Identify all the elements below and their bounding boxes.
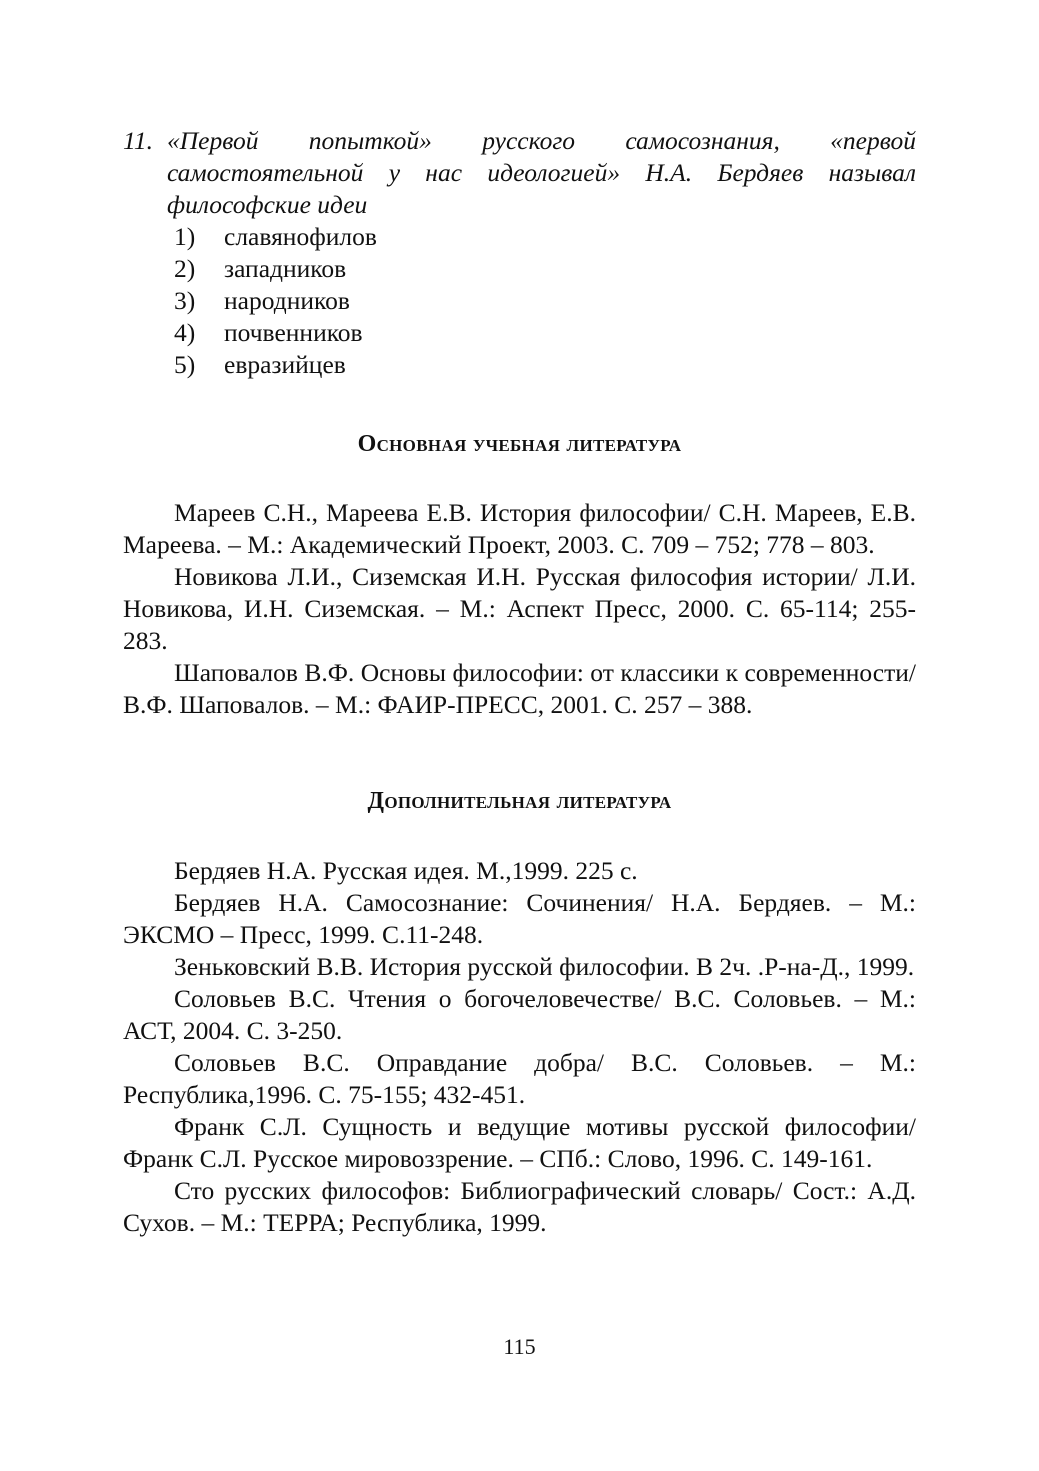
main-literature-heading: Основная учебная литература <box>357 431 682 457</box>
reference-item: Шаповалов В.Ф. Основы философии: от классики к современности/ В.Ф. Шаповалов. – М.: ФАИР-ПРЕСС, 2001. С. 257 – 388. <box>123 658 916 719</box>
reference-item: Сто русских философов: Библиографический словарь/ Сост.: А.Д. Сухов. – М.: ТЕРРА; Республика, 1999. <box>123 1176 916 1237</box>
answer-option <box>174 285 916 317</box>
option-text: народников <box>224 286 350 315</box>
question-text: «Первой попыткой» русского самосознания, «первой самостоятельной у нас идеологией» Н.А. Бердяев называл философские идеи <box>167 126 916 219</box>
option-number: 5) <box>174 350 196 379</box>
answer-options <box>123 221 916 381</box>
option-text: славянофилов <box>224 222 377 251</box>
option-number: 4) <box>174 318 196 347</box>
option-number: 1) <box>174 222 196 251</box>
answer-option <box>174 253 916 285</box>
main-literature-list <box>123 497 916 721</box>
option-number: 3) <box>174 286 196 315</box>
document-page <box>123 125 916 1239</box>
additional-literature-heading: Дополнительная литература <box>367 788 672 814</box>
answer-option <box>174 349 916 381</box>
question-number: 11. <box>123 126 153 155</box>
reference-item: Бердяев Н.А. Русская идея. М.,1999. 225 с. <box>174 856 638 885</box>
reference-item: Соловьев В.С. Оправдание добра/ В.С. Соловьев. – М.: Республика,1996. С. 75-155; 432-451. <box>123 1048 916 1109</box>
reference-item: Соловьев В.С. Чтения о богочеловечестве/ В.С. Соловьев. – М.: АСТ, 2004. С. 3-250. <box>123 984 916 1045</box>
option-text: евразийцев <box>224 350 346 379</box>
page-number: 115 <box>503 1334 536 1359</box>
additional-literature-list <box>123 855 916 1239</box>
reference-item: Франк С.Л. Сущность и ведущие мотивы русской философии/ Франк С.Л. Русское мировоззрение. – СПб.: Слово, 1996. С. 149-161. <box>123 1112 916 1173</box>
option-number: 2) <box>174 254 196 283</box>
answer-option <box>174 317 916 349</box>
reference-item: Новикова Л.И., Сиземская И.Н. Русская философия истории/ Л.И. Новикова, И.Н. Сиземская. – М.: Аспект Пресс, 2000. С. 65-114; 255-283. <box>123 562 916 655</box>
test-question <box>123 125 916 221</box>
answer-option <box>174 221 916 253</box>
reference-item: Мареев С.Н., Мареева Е.В. История философии/ С.Н. Мареев, Е.В. Мареева. – М.: Академический Проект, 2003. С. 709 – 752; 778 – 803. <box>123 498 916 559</box>
option-text: почвенников <box>224 318 363 347</box>
option-text: западников <box>224 254 347 283</box>
reference-item: Бердяев Н.А. Самосознание: Сочинения/ Н.А. Бердяев. – М.: ЭКСМО – Пресс, 1999. С.11-248. <box>123 888 916 949</box>
reference-item: Зеньковский В.В. История русской философии. В 2ч. .Р-на-Д., 1999. <box>174 952 915 981</box>
